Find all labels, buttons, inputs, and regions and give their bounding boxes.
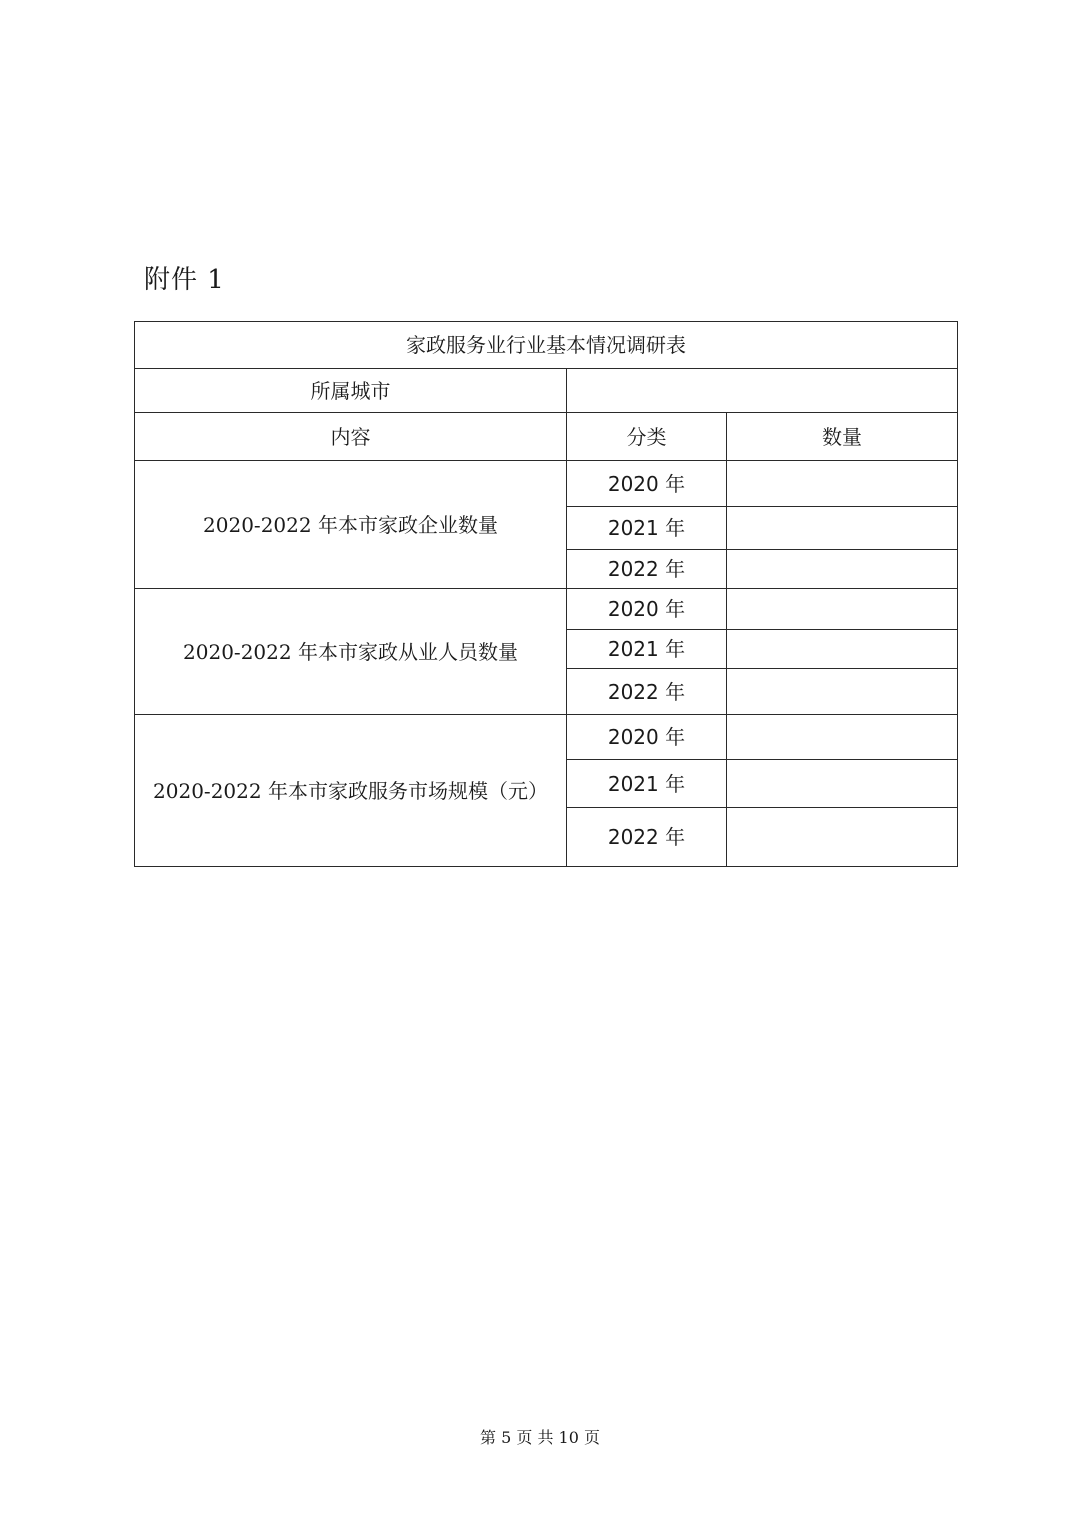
group-label-workers: 2020-2022 年本市家政从业人员数量 [135,589,567,715]
attachment-label: 附件 1 [144,265,225,295]
year-cell: 2020 年 [567,461,727,507]
year-cell: 2022 年 [567,808,727,867]
group-label-enterprises: 2020-2022 年本市家政企业数量 [135,461,567,589]
city-label: 所属城市 [135,369,567,413]
table-row [135,589,958,630]
city-value-cell[interactable] [567,369,958,413]
quantity-cell[interactable] [727,760,958,808]
header-row [135,413,958,461]
year-cell: 2020 年 [567,715,727,760]
header-category: 分类 [567,413,727,461]
year-cell: 2021 年 [567,630,727,669]
year-cell: 2020 年 [567,589,727,630]
quantity-cell[interactable] [727,589,958,630]
year-cell: 2021 年 [567,507,727,550]
quantity-cell[interactable] [727,715,958,760]
year-cell: 2022 年 [567,669,727,715]
table-row [135,715,958,760]
quantity-cell[interactable] [727,808,958,867]
quantity-cell[interactable] [727,669,958,715]
year-cell: 2022 年 [567,550,727,589]
page-footer: 第 5 页 共 10 页 [480,1428,600,1447]
survey-table [134,321,958,867]
header-quantity: 数量 [727,413,958,461]
quantity-cell[interactable] [727,507,958,550]
quantity-cell[interactable] [727,461,958,507]
group-label-market-size: 2020-2022 年本市家政服务市场规模（元） [135,715,567,867]
header-content: 内容 [135,413,567,461]
table-title-row [135,322,958,369]
quantity-cell[interactable] [727,550,958,589]
table-title: 家政服务业行业基本情况调研表 [135,322,958,369]
city-row [135,369,958,413]
table-row [135,461,958,507]
year-cell: 2021 年 [567,760,727,808]
quantity-cell[interactable] [727,630,958,669]
